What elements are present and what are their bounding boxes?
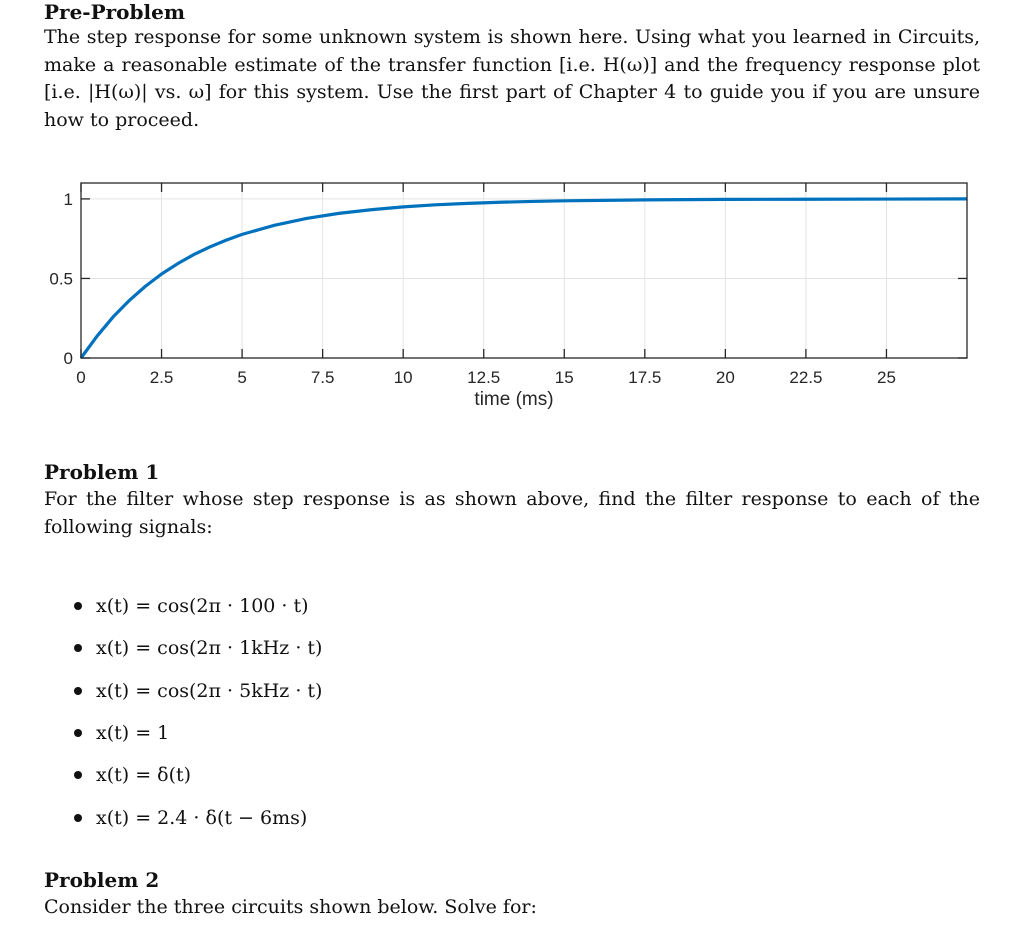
chart-ticks <box>49 183 967 387</box>
x-tick-label: 2.5 <box>149 368 174 387</box>
y-tick-label: 1 <box>63 189 73 209</box>
x-tick-label: 20 <box>715 368 735 387</box>
signal-expression: x(t) = cos(2π · 1kHz · t) <box>96 637 323 660</box>
list-item <box>74 585 322 627</box>
problem1-title: Problem 1 <box>44 460 160 484</box>
bullet-icon <box>74 729 82 737</box>
x-tick-label: 5 <box>237 368 247 387</box>
list-item <box>74 754 322 796</box>
x-tick-label: 22.5 <box>789 368 823 387</box>
bullet-icon <box>74 771 82 779</box>
x-tick-label: 25 <box>876 368 896 387</box>
pre-problem-title: Pre-Problem <box>44 0 185 24</box>
bullet-icon <box>74 687 82 695</box>
y-tick-label: 0 <box>63 349 73 368</box>
bullet-icon <box>74 602 82 610</box>
list-item <box>74 712 322 754</box>
signal-expression: x(t) = cos(2π · 5kHz · t) <box>96 679 323 702</box>
x-tick-label: 15 <box>554 368 574 387</box>
signal-expression: x(t) = cos(2π · 100 · t) <box>96 595 309 618</box>
signal-expression: x(t) = 2.4 · δ(t − 6ms) <box>96 806 308 829</box>
list-item <box>74 627 322 669</box>
step-response-chart <box>0 160 1024 420</box>
x-axis-label: time (ms) <box>474 389 554 410</box>
chart-grid <box>81 183 967 358</box>
problem2-title: Problem 2 <box>44 868 160 892</box>
bullet-icon <box>74 644 82 652</box>
problem2-text: Consider the three circuits shown below. Solve for: <box>44 896 537 918</box>
bullet-icon <box>74 814 82 822</box>
signal-list <box>74 585 322 839</box>
signal-expression: x(t) = 1 <box>96 722 170 745</box>
y-tick-label: 0.5 <box>49 269 73 289</box>
problem1-text: For the filter whose step response is as shown above, find the filter response to each of the following signals: <box>44 488 980 538</box>
x-tick-label: 10 <box>393 368 413 387</box>
chart-axes-box <box>81 183 967 358</box>
pre-problem-text: The step response for some unknown system is shown here. Using what you learned in Circuits, make a reasonable estimate of the transfer function [i.e. H(ω)] and the frequency response plot [i.e. |H(ω)| vs. ω] for this system. Use the first part of Chapter 4 to guide you if you are unsure how to proceed. <box>44 26 980 131</box>
x-tick-label: 17.5 <box>628 368 662 387</box>
x-tick-label: 12.5 <box>467 368 501 387</box>
x-tick-label: 7.5 <box>310 368 335 387</box>
signal-expression: x(t) = δ(t) <box>96 764 192 787</box>
list-item <box>74 670 322 712</box>
x-tick-label: 0 <box>76 368 86 387</box>
list-item <box>74 796 322 838</box>
